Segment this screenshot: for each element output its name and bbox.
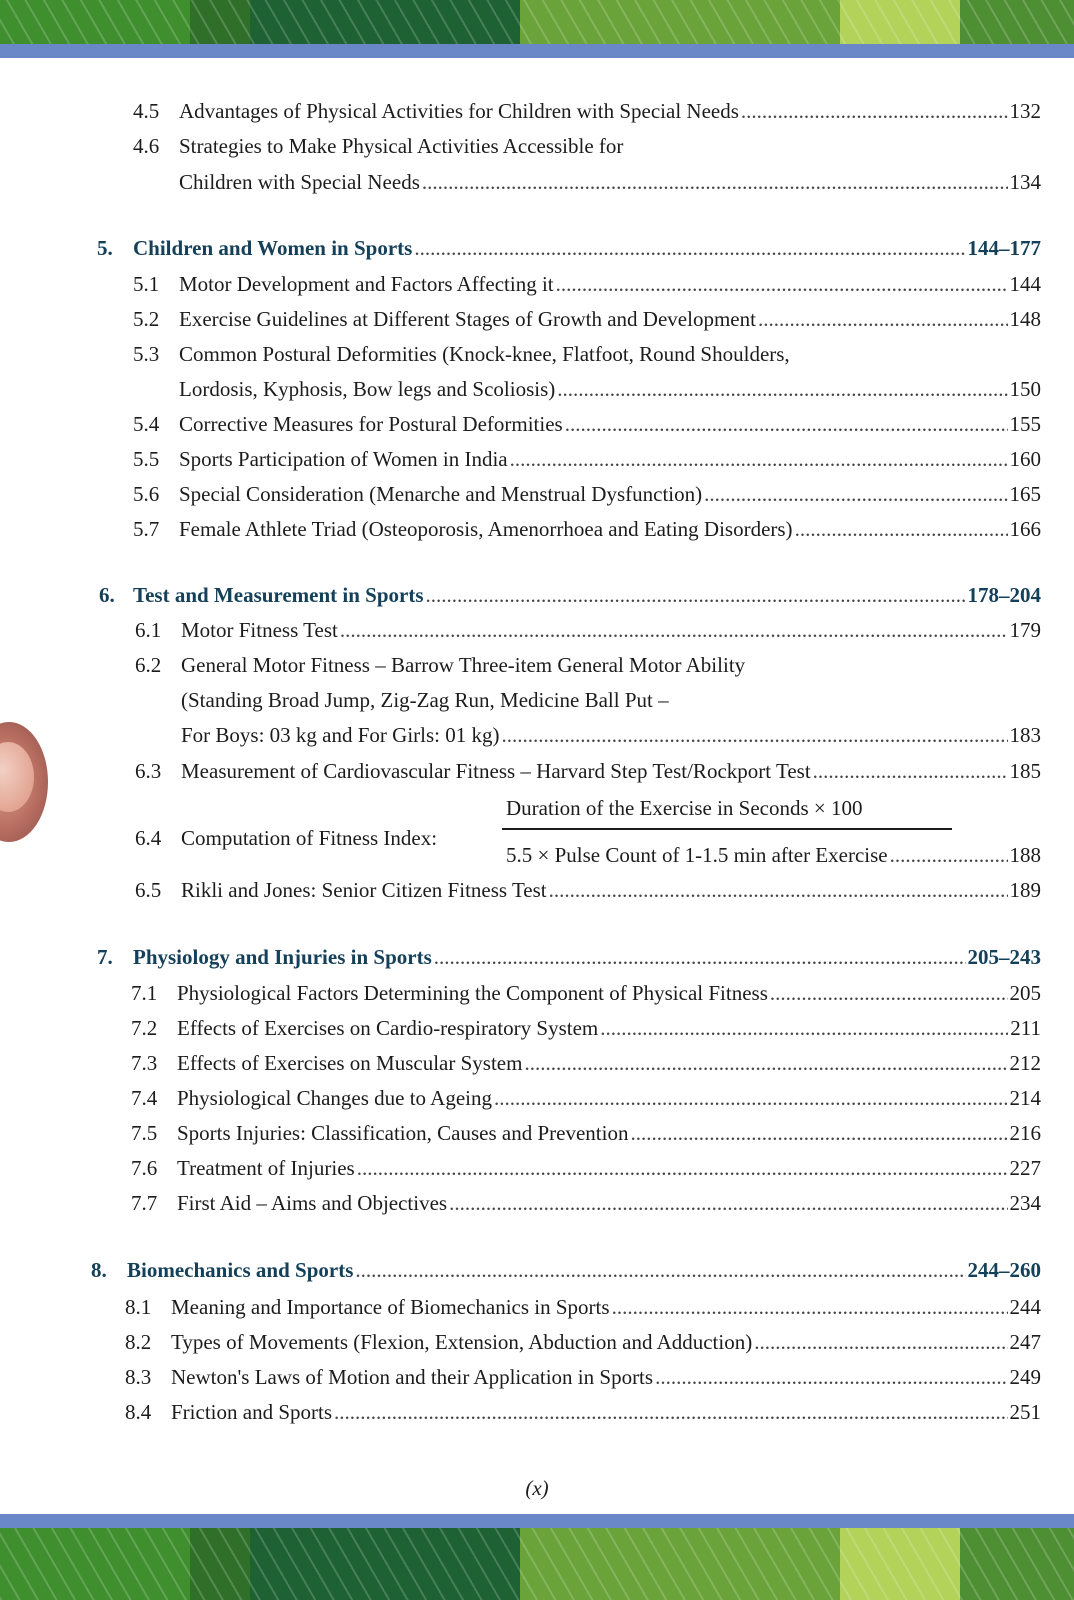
entry-number: 7.6 xyxy=(131,1156,158,1180)
chapter-number: 6. xyxy=(99,583,115,607)
dot-leader xyxy=(502,722,1008,748)
entry-title: Treatment of Injuries xyxy=(177,1156,355,1180)
chapter-pages: 205–243 xyxy=(967,945,1041,969)
toc-entry[interactable] xyxy=(131,980,1041,1006)
dot-leader xyxy=(549,877,1008,903)
toc-entry[interactable] xyxy=(131,1085,1041,1111)
dot-leader xyxy=(795,516,1008,542)
entry-title: General Motor Fitness – Barrow Three-item General Motor Ability xyxy=(181,653,746,677)
toc-entry[interactable] xyxy=(131,1015,1041,1041)
entry-number: 8.1 xyxy=(125,1295,152,1319)
bottom-blue-stripe xyxy=(0,1514,1074,1528)
toc-entry[interactable] xyxy=(133,98,1041,124)
toc-entry[interactable] xyxy=(133,133,1041,159)
entry-title: Effects of Exercises on Muscular System xyxy=(177,1051,523,1075)
dot-leader xyxy=(758,306,1008,332)
toc-entry[interactable] xyxy=(125,1329,1041,1355)
dot-leader xyxy=(357,1155,1008,1181)
entry-page: 251 xyxy=(1009,1400,1041,1424)
toc-entry[interactable] xyxy=(133,271,1041,297)
entry-number: 7.1 xyxy=(131,981,158,1005)
dot-leader xyxy=(600,1015,1008,1041)
entry-page: 155 xyxy=(1009,412,1041,436)
entry-number: 5.6 xyxy=(133,482,160,506)
entry-page: 134 xyxy=(1009,170,1041,194)
toc-entry[interactable] xyxy=(133,481,1041,507)
toc-entry[interactable] xyxy=(125,1364,1041,1390)
entry-title: Computation of Fitness Index: xyxy=(181,826,438,850)
entry-number: 6.1 xyxy=(135,618,162,642)
entry-title: Common Postural Deformities (Knock-knee, Flatfoot, Round Shoulders, xyxy=(179,342,790,366)
fraction-numerator: Duration of the Exercise in Seconds × 100 xyxy=(506,796,863,820)
entry-page: 148 xyxy=(1009,307,1041,331)
toc-entry[interactable] xyxy=(135,877,1041,903)
chapter-heading[interactable] xyxy=(97,944,1041,970)
toc-entry[interactable] xyxy=(125,1294,1041,1320)
entry-page: 227 xyxy=(1009,1156,1041,1180)
entry-title: First Aid – Aims and Objectives xyxy=(177,1191,448,1215)
dot-leader xyxy=(434,944,966,970)
entry-page: 160 xyxy=(1009,447,1041,471)
chapter-heading[interactable] xyxy=(91,1257,1041,1283)
entry-title: Physiological Changes due to Ageing xyxy=(177,1086,492,1110)
chapter-title: Children and Women in Sports xyxy=(133,236,413,260)
dot-leader xyxy=(426,582,966,608)
dot-leader xyxy=(449,1190,1007,1216)
entry-title: Types of Movements (Flexion, Extension, Abduction and Adduction) xyxy=(171,1330,753,1354)
entry-page: 185 xyxy=(1009,759,1041,783)
dot-leader xyxy=(890,842,1008,868)
entry-number: 6.2 xyxy=(135,653,162,677)
chapter-title: Physiology and Injuries in Sports xyxy=(133,945,432,969)
chapter-pages: 244–260 xyxy=(967,1258,1041,1282)
toc-entry[interactable] xyxy=(131,1120,1041,1146)
entry-page: 188 xyxy=(1009,843,1041,867)
toc-entry[interactable] xyxy=(133,341,1041,367)
entry-page: 144 xyxy=(1009,272,1041,296)
entry-page: 211 xyxy=(1010,1016,1041,1040)
fraction-bar xyxy=(502,828,952,830)
entry-number: 4.6 xyxy=(133,134,160,158)
toc-entry[interactable] xyxy=(135,652,1041,678)
entry-title: Corrective Measures for Postural Deformities xyxy=(179,412,563,436)
toc-entry[interactable] xyxy=(133,411,1041,437)
entry-title: Strategies to Make Physical Activities Accessible for xyxy=(179,134,624,158)
entry-page: 189 xyxy=(1009,878,1041,902)
toc-entry-continued[interactable] xyxy=(181,687,1041,713)
dot-leader xyxy=(510,446,1008,472)
dot-leader xyxy=(557,376,1007,402)
dot-leader xyxy=(770,980,1008,1006)
dot-leader xyxy=(524,1050,1007,1076)
chapter-title: Biomechanics and Sports xyxy=(127,1258,354,1282)
top-blue-stripe xyxy=(0,44,1074,58)
dot-leader xyxy=(754,1329,1007,1355)
entry-page: 165 xyxy=(1009,482,1041,506)
chapter-number: 7. xyxy=(97,945,113,969)
entry-page: 214 xyxy=(1009,1086,1041,1110)
chapter-title: Test and Measurement in Sports xyxy=(133,583,424,607)
entry-number: 4.5 xyxy=(133,99,160,123)
dot-leader xyxy=(741,98,1008,124)
entry-page: 216 xyxy=(1009,1121,1041,1145)
dot-leader xyxy=(340,617,1008,643)
chapter-heading[interactable] xyxy=(99,582,1041,608)
toc-entry[interactable] xyxy=(131,1155,1041,1181)
toc-entry[interactable] xyxy=(135,617,1041,643)
entry-page: 244 xyxy=(1009,1295,1041,1319)
entry-title: Newton's Laws of Motion and their Application in Sports xyxy=(171,1365,654,1389)
entry-title: Sports Injuries: Classification, Causes and Prevention xyxy=(177,1121,629,1145)
entry-title-continued: Children with Special Needs xyxy=(179,170,420,194)
entry-number: 6.5 xyxy=(135,878,162,902)
dot-leader xyxy=(556,271,1008,297)
entry-number: 5.3 xyxy=(133,342,160,366)
toc-entry[interactable] xyxy=(133,306,1041,332)
entry-page: 166 xyxy=(1009,517,1041,541)
toc-entry[interactable] xyxy=(125,1399,1041,1425)
entry-number: 5.2 xyxy=(133,307,160,331)
entry-page: 212 xyxy=(1009,1051,1041,1075)
entry-title: Measurement of Cardiovascular Fitness – Harvard Step Test/Rockport Test xyxy=(181,759,811,783)
dot-leader xyxy=(414,235,965,261)
entry-title: Meaning and Importance of Biomechanics in Sports xyxy=(171,1295,610,1319)
entry-page: 150 xyxy=(1009,377,1041,401)
entry-title: Advantages of Physical Activities for Children with Special Needs xyxy=(179,99,739,123)
dot-leader xyxy=(494,1085,1008,1111)
entry-number: 7.4 xyxy=(131,1086,158,1110)
entry-number: 7.2 xyxy=(131,1016,158,1040)
toc-entry[interactable] xyxy=(131,1190,1041,1216)
dot-leader xyxy=(565,411,1008,437)
dot-leader xyxy=(334,1399,1008,1425)
chapter-heading[interactable] xyxy=(97,235,1041,261)
toc-entry[interactable] xyxy=(131,1050,1041,1076)
fraction-denominator-row[interactable] xyxy=(506,842,1041,868)
entry-title: Exercise Guidelines at Different Stages of Growth and Development xyxy=(179,307,756,331)
page-number: (x) xyxy=(525,1476,549,1500)
toc-entry[interactable] xyxy=(133,446,1041,472)
dot-leader xyxy=(422,169,1008,195)
toc-entry-continued[interactable] xyxy=(181,722,1041,748)
entry-number: 5.4 xyxy=(133,412,160,436)
entry-page: 234 xyxy=(1009,1191,1041,1215)
chapter-pages: 144–177 xyxy=(967,236,1041,260)
toc-entry[interactable] xyxy=(133,516,1041,542)
entry-page: 132 xyxy=(1009,99,1041,123)
entry-number: 8.2 xyxy=(125,1330,152,1354)
toc-entry[interactable] xyxy=(135,825,495,851)
entry-title: Sports Participation of Women in India xyxy=(179,447,508,471)
dot-leader xyxy=(813,758,1008,784)
entry-number: 6.3 xyxy=(135,759,162,783)
bottom-decorative-band xyxy=(0,1518,1074,1600)
entry-number: 6.4 xyxy=(135,826,162,850)
dot-leader xyxy=(612,1294,1008,1320)
fraction-denominator: 5.5 × Pulse Count of 1-1.5 min after Exercise xyxy=(506,843,888,867)
entry-title: Female Athlete Triad (Osteoporosis, Amenorrhoea and Eating Disorders) xyxy=(179,517,793,541)
chapter-number: 8. xyxy=(91,1258,107,1282)
entry-page: 247 xyxy=(1009,1330,1041,1354)
entry-title: Special Consideration (Menarche and Menstrual Dysfunction) xyxy=(179,482,703,506)
dot-leader xyxy=(704,481,1007,507)
entry-page: 183 xyxy=(1009,723,1041,747)
entry-title-continued: (Standing Broad Jump, Zig-Zag Run, Medicine Ball Put – xyxy=(181,688,669,712)
entry-page: 179 xyxy=(1009,618,1041,642)
dot-leader xyxy=(630,1120,1007,1146)
toc-entry-continued[interactable] xyxy=(179,169,1041,195)
entry-number: 7.3 xyxy=(131,1051,158,1075)
entry-title: Physiological Factors Determining the Component of Physical Fitness xyxy=(177,981,768,1005)
entry-page: 205 xyxy=(1009,981,1041,1005)
entry-number: 7.7 xyxy=(131,1191,158,1215)
entry-page: 249 xyxy=(1009,1365,1041,1389)
entry-title: Rikli and Jones: Senior Citizen Fitness Test xyxy=(181,878,547,902)
entry-title: Motor Development and Factors Affecting it xyxy=(179,272,554,296)
entry-number: 7.5 xyxy=(131,1121,158,1145)
entry-title: Friction and Sports xyxy=(171,1400,332,1424)
toc-entry-continued[interactable] xyxy=(179,376,1041,402)
dot-leader xyxy=(655,1364,1007,1390)
entry-title: Motor Fitness Test xyxy=(181,618,338,642)
entry-number: 5.1 xyxy=(133,272,160,296)
entry-number: 5.7 xyxy=(133,517,160,541)
entry-title-continued: Lordosis, Kyphosis, Bow legs and Scoliosis) xyxy=(179,377,556,401)
entry-number: 8.4 xyxy=(125,1400,152,1424)
chapter-pages: 178–204 xyxy=(967,583,1041,607)
dot-leader xyxy=(355,1257,965,1283)
entry-title-continued: For Boys: 03 kg and For Girls: 01 kg) xyxy=(181,723,500,747)
entry-title: Effects of Exercises on Cardio-respiratory System xyxy=(177,1016,599,1040)
toc-entry[interactable] xyxy=(135,758,1041,784)
entry-number: 8.3 xyxy=(125,1365,152,1389)
chapter-number: 5. xyxy=(97,236,113,260)
entry-number: 5.5 xyxy=(133,447,160,471)
